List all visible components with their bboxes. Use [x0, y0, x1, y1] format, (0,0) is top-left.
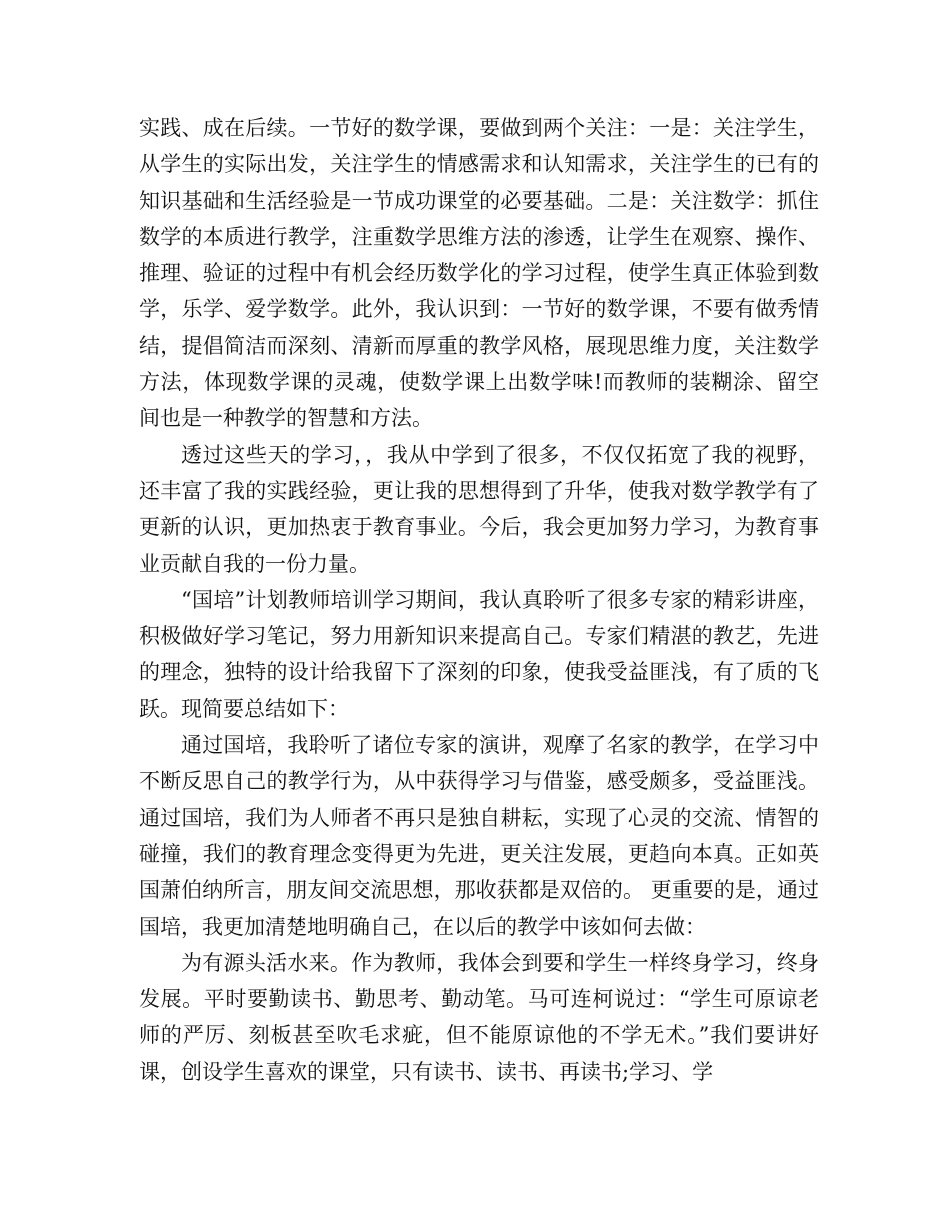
paragraph-5: 为有源头活水来。作为教师，我体会到要和学生一样终身学习，终身发展。平时要勤读书、勤思考、勤动笔。马可连柯说过：“学生可原谅老师的严厉、刻板甚至吹毛求疵，但不能原谅他的不学无术。”我们要讲好课，创设学生喜欢的课堂，只有读书、读书、再读书;学习、学 — [139, 950, 819, 1084]
paragraph-3: “国培”计划教师培训学习期间，我认真聆听了很多专家的精彩讲座，积极做好学习笔记，努力用新知识来提高自己。专家们精湛的教艺，先进的理念，独特的设计给我留下了深刻的印象，使我受益匪浅，有了质的飞跃。现简要总结如下： — [139, 587, 819, 721]
document-body — [139, 110, 819, 1090]
paragraph-4: 通过国培，我聆听了诸位专家的演讲，观摩了名家的教学，在学习中不断反思自己的教学行为，从中获得学习与借鉴，感受颇多，受益匪浅。通过国培，我们为人师者不再只是独自耕耘，实现了心灵的交流、情智的碰撞，我们的教育理念变得更为先进，更关注发展，更趋向本真。正如英国萧伯纳所言，朋友间交流思想，那收获都是双倍的。 更重要的是，通过国培，我更加清楚地明确自己，在以后的教学中该如何去做： — [139, 733, 819, 939]
paragraph-2: 透过这些天的学习，，我从中学到了很多，不仅仅拓宽了我的视野，还丰富了我的实践经验，更让我的思想得到了升华，使我对数学教学有了更新的认识，更加热衷于教育事业。今后，我会更加努力学习，为教育事业贡献自我的一份力量。 — [139, 442, 819, 576]
paragraph-1: 实践、成在后续。一节好的数学课，要做到两个关注：一是：关注学生，从学生的实际出发，关注学生的情感需求和认知需求，关注学生的已有的知识基础和生活经验是一节成功课堂的必要基础。二是：关注数学：抓住数学的本质进行教学，注重数学思维方法的渗透，让学生在观察、操作、推理、验证的过程中有机会经历数学化的学习过程，使学生真正体验到数学，乐学、爱学数学。此外，我认识到：一节好的数学课，不要有做秀情结，提倡简洁而深刻、清新而厚重的教学风格，展现思维力度，关注数学方法，体现数学课的灵魂，使数学课上出数学味!而教师的装糊涂、留空间也是一种教学的智慧和方法。 — [139, 116, 819, 431]
